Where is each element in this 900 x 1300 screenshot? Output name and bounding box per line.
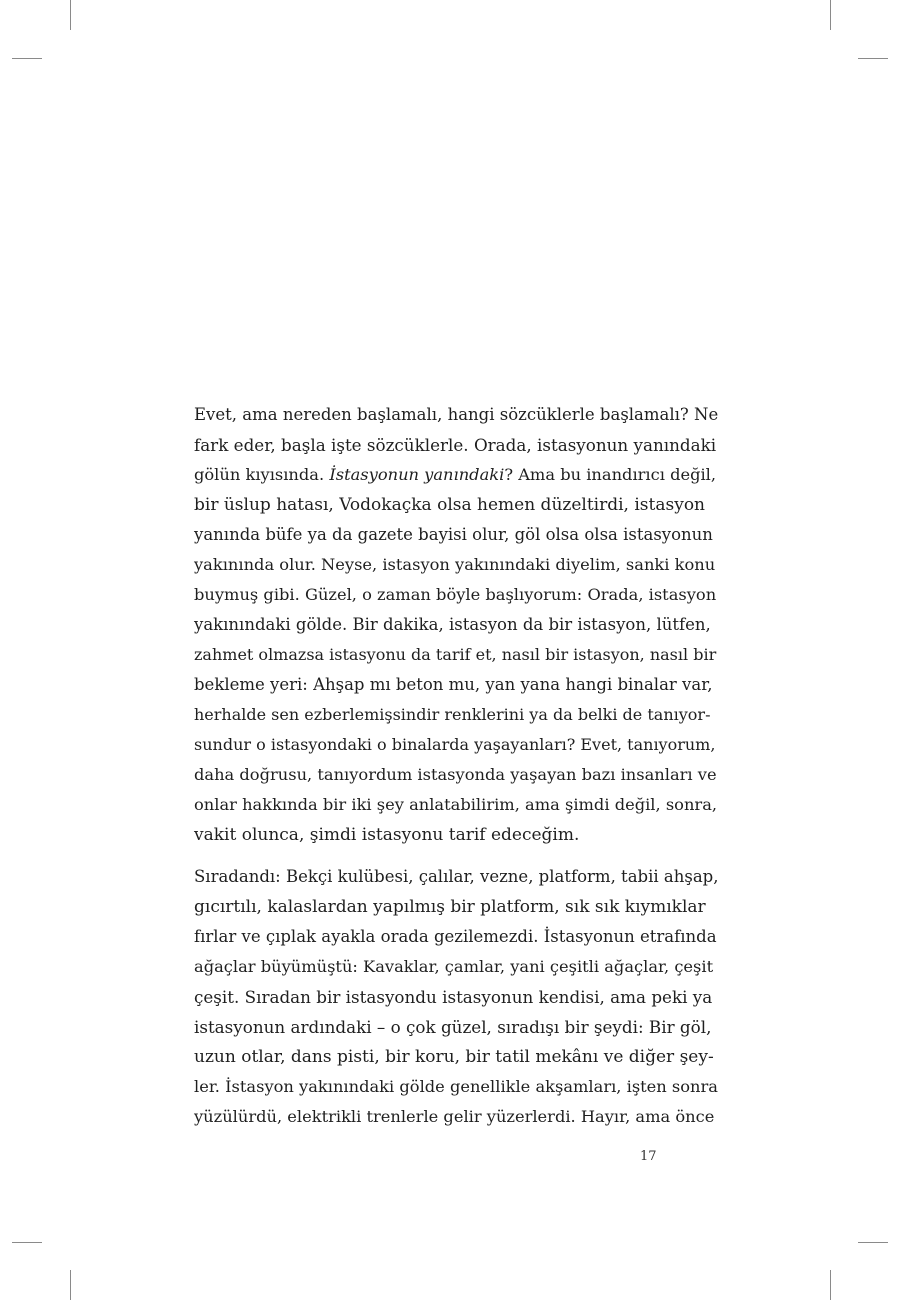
text-line [194, 430, 718, 460]
text-run: Sıradandı: Bekçi kulübesi, çalılar, vezne, platform, tabii ahşap, [194, 867, 719, 886]
crop-mark-top-left [70, 0, 71, 30]
crop-mark-right-lower [858, 1242, 888, 1243]
text-run: ağaçlar büyümüştü: Kavaklar, çamlar, yani çeşitli ağaçlar, çeşit [194, 957, 714, 976]
crop-mark-bottom-left [70, 1270, 71, 1300]
text-line [194, 1102, 718, 1132]
text-line [194, 1072, 718, 1102]
paragraph [194, 862, 718, 1132]
text-line [194, 730, 718, 760]
crop-mark-right-upper [858, 58, 888, 59]
crop-mark-top-right [830, 0, 831, 30]
text-line [194, 550, 718, 580]
page-number: 17 [640, 1149, 657, 1164]
text-line [194, 460, 718, 490]
text-run: vakit olunca, şimdi istasyonu tarif edeceğim. [194, 825, 580, 845]
text-run: onlar hakkında bir iki şey anlatabilirim, ama şimdi değil, sonra, [194, 795, 718, 814]
text-line [194, 1042, 718, 1072]
crop-mark-left-lower [12, 1242, 42, 1243]
text-line [194, 580, 718, 610]
text-run: sundur o istasyondaki o binalarda yaşayanları? Evet, tanıyorum, [194, 735, 716, 754]
text-line [194, 610, 718, 640]
text-line [194, 820, 718, 850]
text-line [194, 760, 718, 790]
text-line [194, 490, 718, 520]
paragraph [194, 400, 718, 850]
italic-phrase: İstasyonun yanındaki [329, 465, 505, 484]
text-run: gölün kıyısında. [194, 465, 330, 484]
text-run: yakınındaki gölde. Bir dakika, istasyon da bir istasyon, lütfen, [194, 615, 711, 634]
text-line [194, 862, 718, 892]
text-line [194, 982, 718, 1012]
text-line [194, 952, 718, 982]
text-line [194, 1012, 718, 1042]
text-run: bekleme yeri: Ahşap mı beton mu, yan yana hangi binalar var, [194, 675, 713, 694]
text-run: yanında büfe ya da gazete bayisi olur, göl olsa olsa istasyonun [194, 525, 713, 544]
text-run: fırlar ve çıplak ayakla orada gezilemezdi. İstasyonun etrafında [194, 927, 717, 946]
text-run: yüzülürdü, elektrikli trenlerle gelir yüzerlerdi. Hayır, ama önce [194, 1107, 715, 1126]
text-run: fark eder, başla işte sözcüklerle. Orada, istasyonun yanındaki [194, 435, 717, 455]
text-run: ler. İstasyon yakınındaki gölde genellikle akşamları, işten sonra [194, 1077, 718, 1096]
text-run: yakınında olur. Neyse, istasyon yakınındaki diyelim, sanki konu [194, 555, 716, 574]
text-line [194, 700, 718, 730]
text-run: gıcırtılı, kalaslardan yapılmış bir platform, sık sık kıymıklar [194, 897, 706, 917]
text-line [194, 892, 718, 922]
text-run: uzun otlar, dans pisti, bir koru, bir tatil mekânı ve diğer şey- [194, 1047, 714, 1067]
text-line [194, 520, 718, 550]
paragraph-gap [194, 850, 718, 862]
crop-mark-left-upper [12, 58, 42, 59]
text-run: daha doğrusu, tanıyordum istasyonda yaşayan bazı insanları ve [194, 765, 717, 784]
crop-mark-bottom-right [830, 1270, 831, 1300]
text-run: buymuş gibi. Güzel, o zaman böyle başlıyorum: Orada, istasyon [194, 585, 717, 604]
text-run: çeşit. Sıradan bir istasyondu istasyonun kendisi, ama peki ya [194, 987, 713, 1007]
text-line [194, 640, 718, 670]
text-run: zahmet olmazsa istasyonu da tarif et, nasıl bir istasyon, nasıl bir [194, 645, 717, 664]
text-run: herhalde sen ezberlemişsindir renklerini ya da belki de tanıyor- [194, 705, 711, 724]
text-run: ? Ama bu inandırıcı değil, [504, 465, 717, 484]
text-run: Evet, ama nereden başlamalı, hangi sözcüklerle başlamalı? Ne [194, 405, 719, 424]
body-text [194, 400, 718, 1132]
text-line [194, 400, 718, 430]
text-run: bir üslup hatası, Vodokaçka olsa hemen düzeltirdi, istasyon [194, 495, 706, 515]
text-run: istasyonun ardındaki – o çok güzel, sıradışı bir şeydi: Bir göl, [194, 1017, 712, 1037]
text-line [194, 670, 718, 700]
text-line [194, 922, 718, 952]
text-line [194, 790, 718, 820]
